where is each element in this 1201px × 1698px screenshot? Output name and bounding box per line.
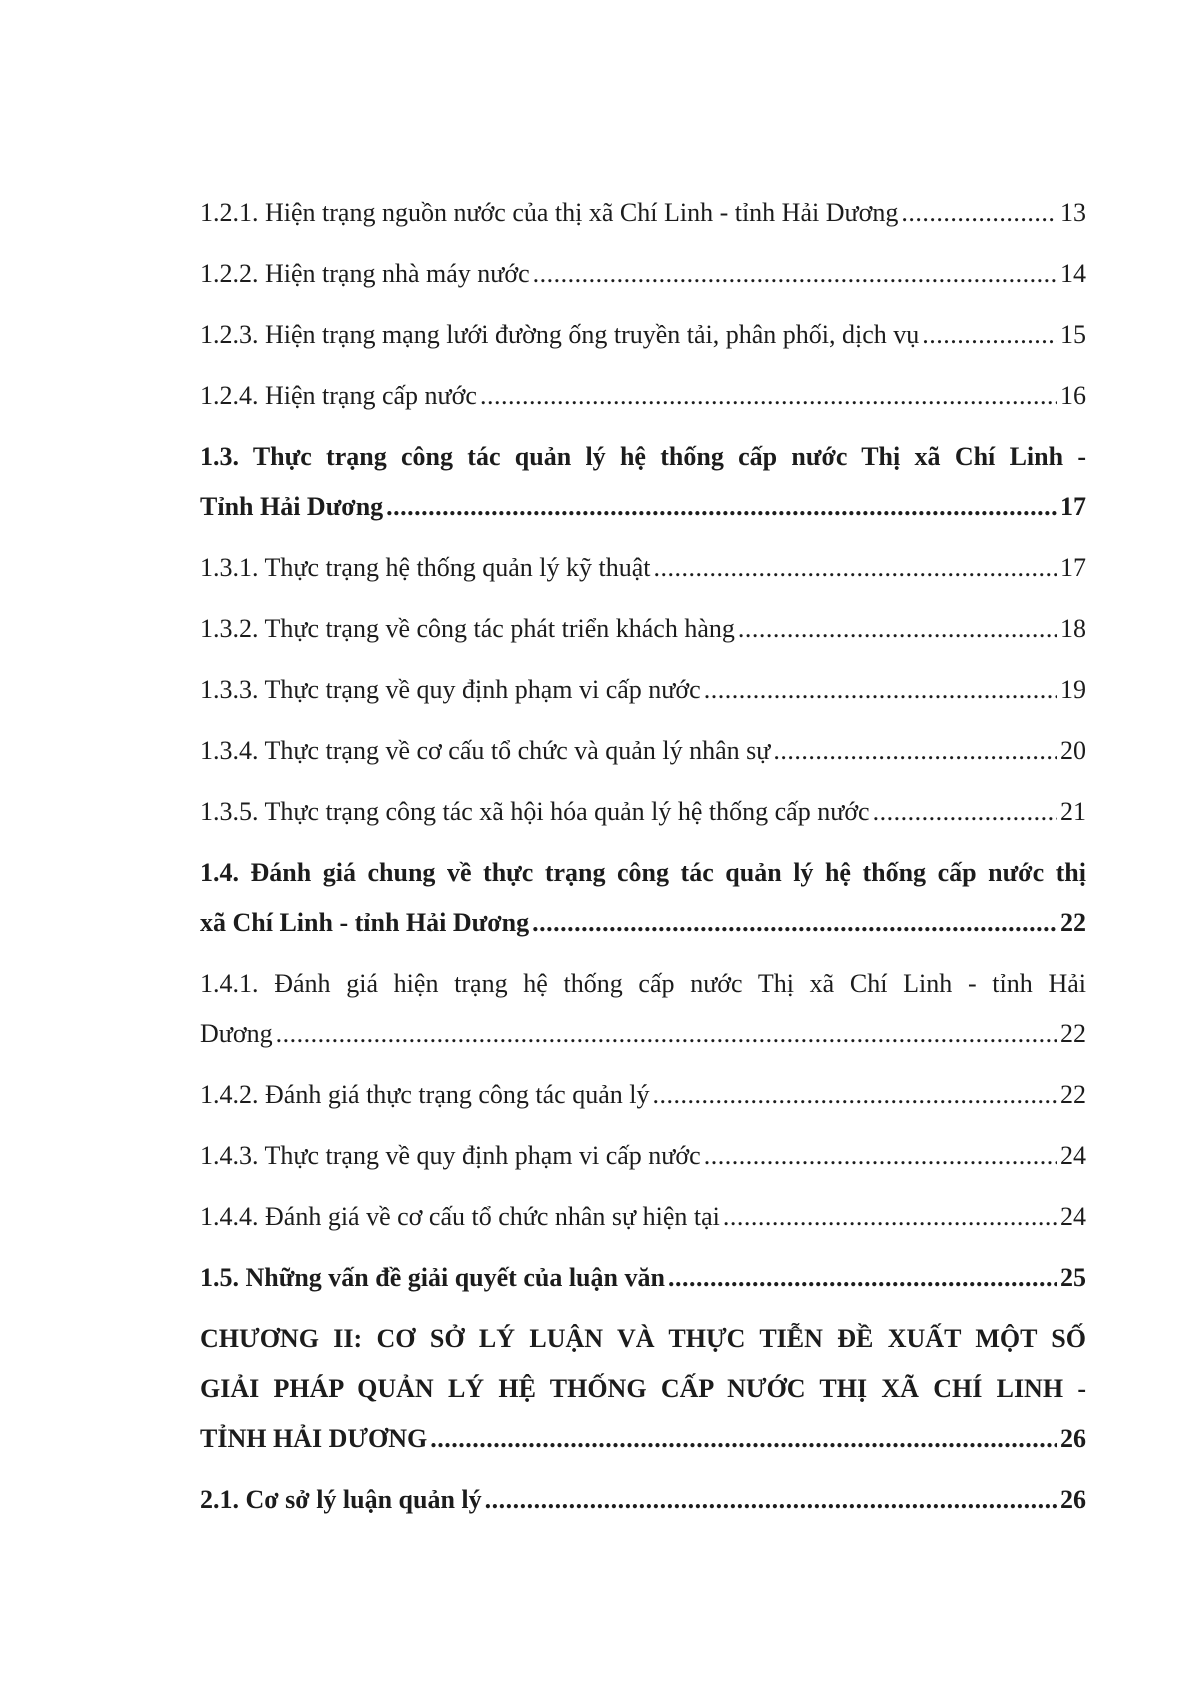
dot-leader bbox=[873, 787, 1057, 837]
toc-entry-label-line2: xã Chí Linh - tỉnh Hải Dương bbox=[200, 908, 530, 937]
toc-entry-label-line1: 1.3. Thực trạng công tác quản lý hệ thống cấp nước Thị xã Chí Linh - bbox=[200, 442, 1086, 471]
toc-entry-1-3-3[interactable] bbox=[200, 665, 1086, 715]
toc-entry-label: 1.4.2. Đánh giá thực trạng công tác quản lý bbox=[200, 1080, 650, 1109]
toc-entry-1-4-4[interactable] bbox=[200, 1192, 1086, 1242]
dot-leader bbox=[668, 1253, 1057, 1303]
toc-entry-label-line1: 1.4. Đánh giá chung về thực trạng công tác quản lý hệ thống cấp nước thị bbox=[200, 858, 1086, 887]
dot-leader bbox=[276, 1009, 1057, 1059]
toc-entry-1-3[interactable] bbox=[200, 432, 1086, 532]
toc-entry-1-4-2[interactable] bbox=[200, 1070, 1086, 1120]
dot-leader bbox=[773, 726, 1057, 776]
toc-entry-1-4-3[interactable] bbox=[200, 1131, 1086, 1181]
toc-page-number: 25 bbox=[1060, 1263, 1086, 1292]
toc-entry-label: 2.1. Cơ sở lý luận quản lý bbox=[200, 1485, 482, 1514]
toc-entry-label: 1.2.4. Hiện trạng cấp nước bbox=[200, 381, 477, 410]
table-of-contents bbox=[200, 188, 1086, 1536]
toc-page-number: 17 bbox=[1060, 492, 1086, 521]
toc-entry-label: 1.3.2. Thực trạng về công tác phát triển khách hàng bbox=[200, 614, 735, 643]
dot-leader bbox=[386, 482, 1057, 532]
dot-leader bbox=[723, 1192, 1057, 1242]
dot-leader bbox=[485, 1475, 1057, 1525]
toc-entry-chapter-2[interactable] bbox=[200, 1314, 1086, 1464]
toc-page-number: 21 bbox=[1060, 797, 1086, 826]
toc-entry-1-5[interactable] bbox=[200, 1253, 1086, 1303]
dot-leader bbox=[922, 310, 1057, 360]
toc-entry-1-3-1[interactable] bbox=[200, 543, 1086, 593]
toc-entry-1-2-1[interactable] bbox=[200, 188, 1086, 238]
toc-entry-label-line1: 1.4.1. Đánh giá hiện trạng hệ thống cấp nước Thị xã Chí Linh - tỉnh Hải bbox=[200, 969, 1086, 998]
toc-entry-label-line2: Tỉnh Hải Dương bbox=[200, 492, 384, 521]
toc-entry-label-line1: CHƯƠNG II: CƠ SỞ LÝ LUẬN VÀ THỰC TIỄN ĐỀ XUẤT MỘT SỐ bbox=[200, 1324, 1086, 1353]
toc-page-number: 22 bbox=[1060, 1019, 1086, 1048]
toc-page-number: 20 bbox=[1060, 736, 1086, 765]
dot-leader bbox=[533, 249, 1057, 299]
toc-entry-1-2-3[interactable] bbox=[200, 310, 1086, 360]
toc-page-number: 24 bbox=[1060, 1141, 1086, 1170]
toc-entry-label: 1.5. Những vấn đề giải quyết của luận văn bbox=[200, 1263, 665, 1292]
toc-entry-1-3-5[interactable] bbox=[200, 787, 1086, 837]
dot-leader bbox=[653, 543, 1057, 593]
toc-entry-label: 1.4.4. Đánh giá về cơ cấu tổ chức nhân sự hiện tại bbox=[200, 1202, 720, 1231]
toc-page-number: 18 bbox=[1060, 614, 1086, 643]
dot-leader bbox=[532, 898, 1057, 948]
dot-leader bbox=[480, 371, 1057, 421]
toc-entry-label: 1.2.1. Hiện trạng nguồn nước của thị xã Chí Linh - tỉnh Hải Dương bbox=[200, 198, 899, 227]
toc-page-number: 22 bbox=[1060, 908, 1086, 937]
dot-leader bbox=[901, 188, 1057, 238]
toc-page-number: 24 bbox=[1060, 1202, 1086, 1231]
toc-entry-1-3-2[interactable] bbox=[200, 604, 1086, 654]
toc-entry-2-1[interactable] bbox=[200, 1475, 1086, 1525]
toc-entry-label: 1.2.2. Hiện trạng nhà máy nước bbox=[200, 259, 530, 288]
toc-page-number: 13 bbox=[1060, 198, 1086, 227]
toc-entry-1-4-1[interactable] bbox=[200, 959, 1086, 1059]
toc-page-number: 17 bbox=[1060, 553, 1086, 582]
toc-entry-label: 1.3.1. Thực trạng hệ thống quản lý kỹ thuật bbox=[200, 553, 651, 582]
toc-page-number: 14 bbox=[1060, 259, 1086, 288]
toc-entry-1-3-4[interactable] bbox=[200, 726, 1086, 776]
toc-page-number: 22 bbox=[1060, 1080, 1086, 1109]
toc-page-number: 15 bbox=[1060, 320, 1086, 349]
dot-leader bbox=[652, 1070, 1057, 1120]
dot-leader bbox=[704, 665, 1057, 715]
toc-entry-label: 1.4.3. Thực trạng về quy định phạm vi cấp nước bbox=[200, 1141, 701, 1170]
toc-entry-1-2-4[interactable] bbox=[200, 371, 1086, 421]
toc-entry-label: 1.3.5. Thực trạng công tác xã hội hóa quản lý hệ thống cấp nước bbox=[200, 797, 870, 826]
toc-entry-1-4[interactable] bbox=[200, 848, 1086, 948]
dot-leader bbox=[704, 1131, 1057, 1181]
toc-entry-label-line2: GIẢI PHÁP QUẢN LÝ HỆ THỐNG CẤP NƯỚC THỊ XÃ CHÍ LINH - bbox=[200, 1374, 1086, 1403]
dot-leader bbox=[430, 1414, 1057, 1464]
toc-page-number: 26 bbox=[1060, 1424, 1086, 1453]
toc-entry-label: 1.3.4. Thực trạng về cơ cấu tổ chức và quản lý nhân sự bbox=[200, 736, 771, 765]
toc-page-number: 16 bbox=[1060, 381, 1086, 410]
toc-entry-label: 1.3.3. Thực trạng về quy định phạm vi cấp nước bbox=[200, 675, 701, 704]
dot-leader bbox=[738, 604, 1057, 654]
toc-entry-label-line2: Dương bbox=[200, 1019, 273, 1048]
toc-entry-label: 1.2.3. Hiện trạng mạng lưới đường ống truyền tải, phân phối, dịch vụ bbox=[200, 320, 920, 349]
toc-entry-1-2-2[interactable] bbox=[200, 249, 1086, 299]
toc-page-number: 19 bbox=[1060, 675, 1086, 704]
toc-page-number: 26 bbox=[1060, 1485, 1086, 1514]
toc-entry-label-line3: TỈNH HẢI DƯƠNG bbox=[200, 1424, 428, 1453]
